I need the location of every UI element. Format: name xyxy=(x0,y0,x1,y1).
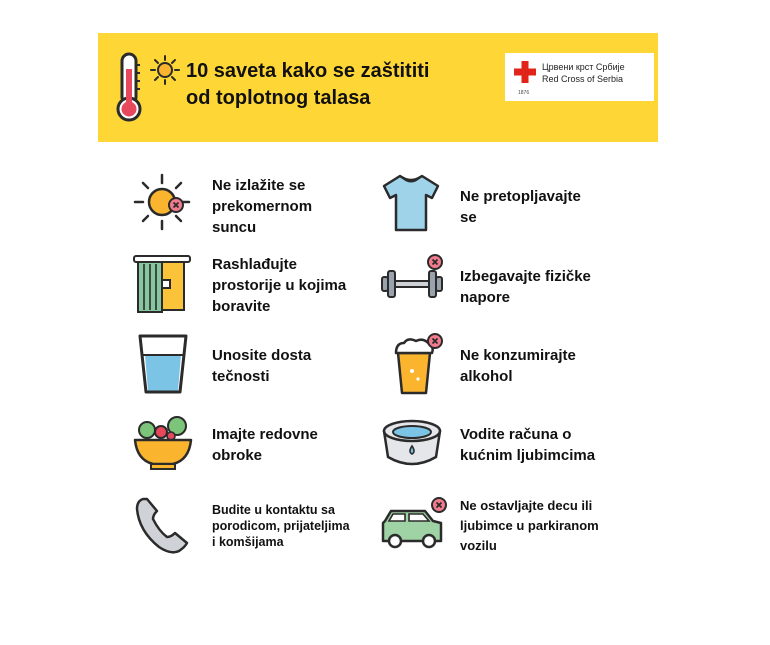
tip-line: Ne pretopljavajte xyxy=(460,188,581,205)
red-cross-logo xyxy=(505,53,654,101)
tip-line: prostorije u kojima xyxy=(212,277,347,294)
tshirt-icon xyxy=(380,172,442,234)
red-cross-icon xyxy=(513,60,537,84)
tip-line: obroke xyxy=(212,447,263,464)
tip-line: se xyxy=(460,209,477,226)
tip-tshirt-text xyxy=(460,186,581,228)
curtains-icon xyxy=(132,252,192,318)
sun-small-icon xyxy=(149,54,181,86)
tip-line: Unosite dosta xyxy=(212,347,312,364)
title-line: od toplotnog talasa xyxy=(186,87,371,109)
tip-line: tečnosti xyxy=(212,368,270,385)
tip-line: napore xyxy=(460,289,511,306)
title-line: 10 saveta kako se zaštititi xyxy=(186,60,430,82)
logo-line-cyrillic: Црвени крст Србије xyxy=(542,62,625,72)
tip-line: ljubimce u parkiranom xyxy=(460,518,599,533)
thermometer-icon xyxy=(114,51,144,123)
tip-line: porodicom, prijateljima xyxy=(212,519,350,533)
tip-line: vozilu xyxy=(460,538,497,553)
tip-line: Ne ostavljajte decu ili xyxy=(460,498,593,513)
tip-line: Ne izlažite se xyxy=(212,177,306,194)
beer-icon xyxy=(392,331,448,397)
tip-sun-text xyxy=(212,175,312,238)
tip-curtains-text xyxy=(212,254,346,317)
tip-meals-text xyxy=(212,424,318,466)
sun-icon xyxy=(132,172,192,232)
logo-line-latin: Red Cross of Serbia xyxy=(542,74,624,84)
tip-water-text xyxy=(212,345,311,387)
tip-line: boravite xyxy=(212,298,271,315)
tip-line: alkohol xyxy=(460,368,513,385)
tip-dumbbell-text xyxy=(460,266,591,308)
tip-contact-text xyxy=(212,502,350,550)
phone-icon xyxy=(133,495,191,557)
dumbbell-icon xyxy=(380,253,444,309)
logo-year: 1876 xyxy=(518,90,530,96)
water-glass-icon xyxy=(137,333,189,395)
tip-line: Budite u kontaktu sa xyxy=(212,503,335,517)
tip-line: kućnim ljubimcima xyxy=(460,447,596,464)
tip-beer-text xyxy=(460,345,576,387)
tip-line: Izbegavajte fizičke xyxy=(460,268,591,285)
tip-line: prekomernom xyxy=(212,198,313,215)
tip-line: Rashlađujte xyxy=(212,256,298,273)
tip-line: suncu xyxy=(212,219,257,236)
tip-line: i komšijama xyxy=(212,535,284,549)
pet-bowl-icon xyxy=(380,413,444,471)
page-title xyxy=(186,58,429,112)
salad-bowl-icon xyxy=(131,412,195,472)
tip-line: Vodite računa o xyxy=(460,426,572,443)
tip-line: Ne konzumirajte xyxy=(460,347,576,364)
car-icon xyxy=(379,497,449,555)
tip-pets-text xyxy=(460,424,595,466)
tip-car-text xyxy=(460,496,599,556)
tip-line: Imajte redovne xyxy=(212,426,318,443)
